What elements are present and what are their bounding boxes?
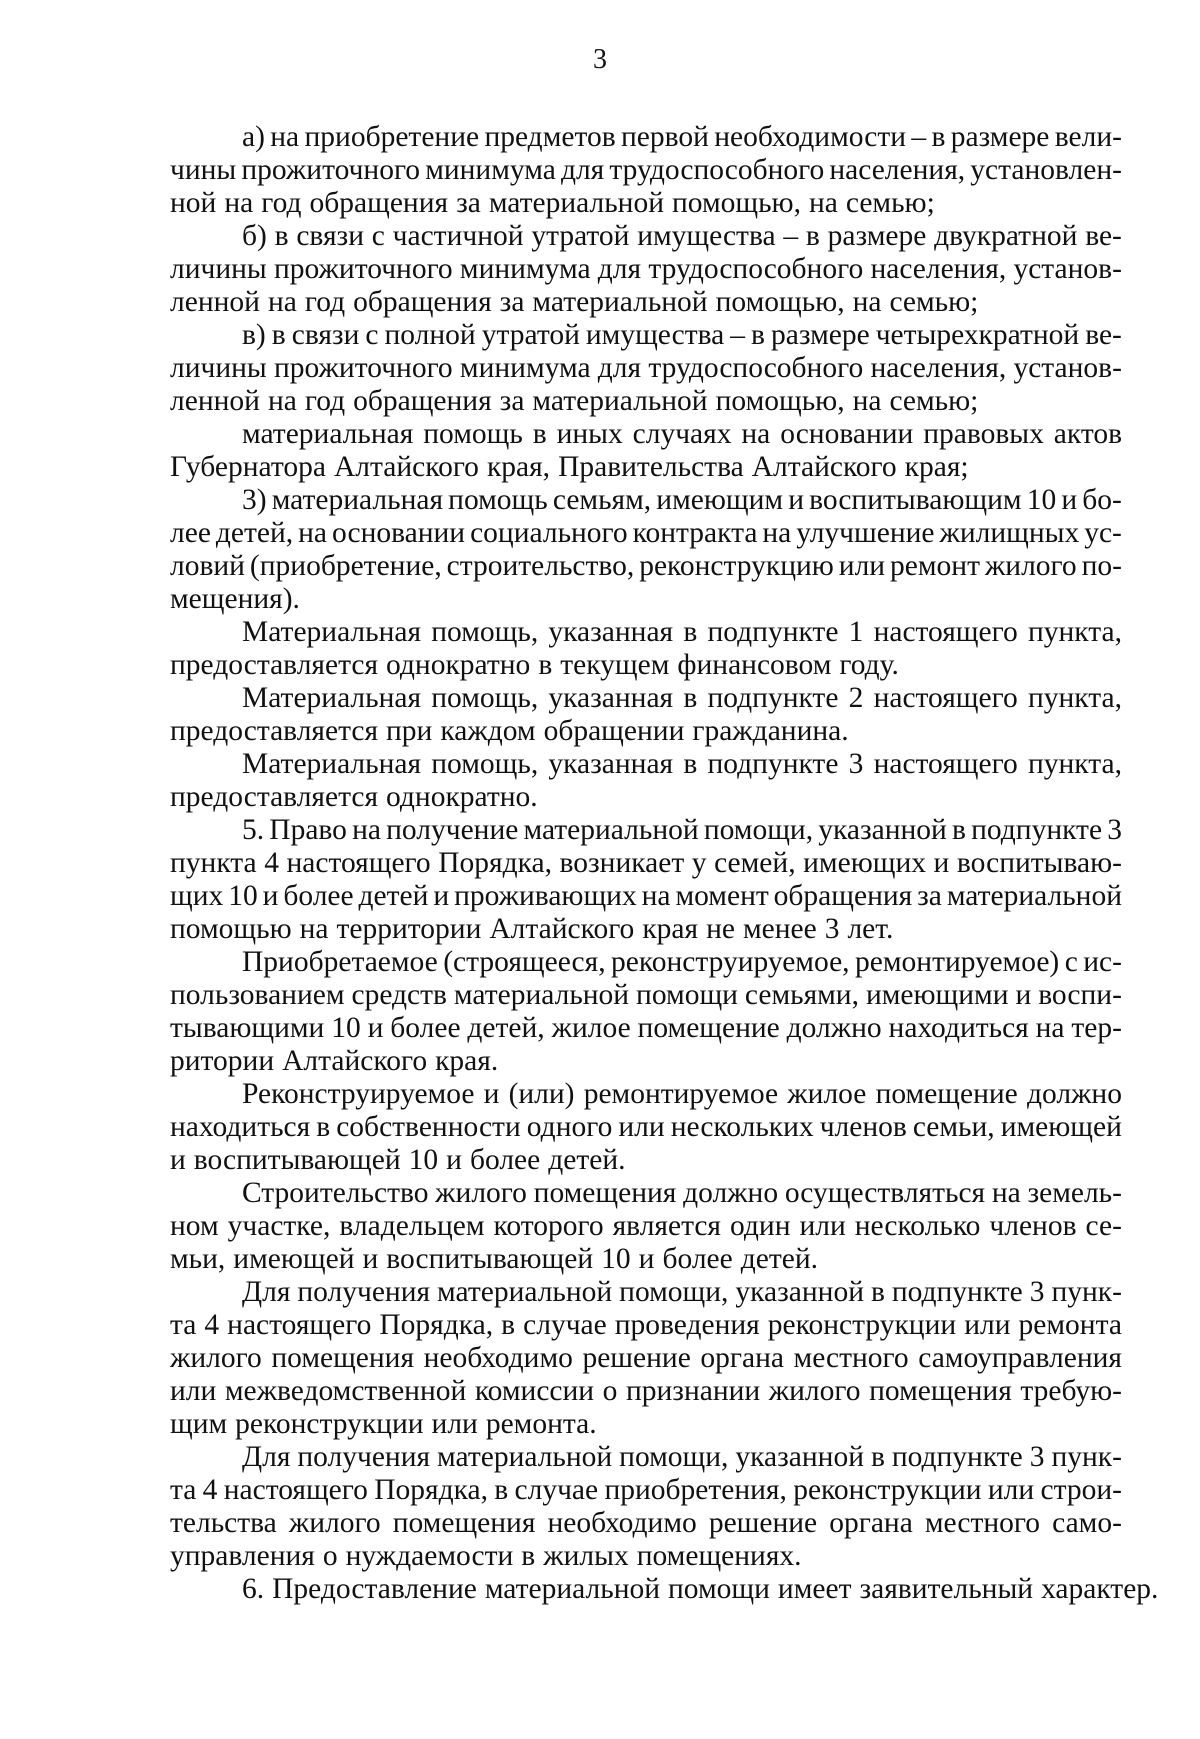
text-line: Материальная помощь, указанная в подпункте 2 настоящего пункта, xyxy=(242,682,1122,714)
paragraph xyxy=(170,121,1122,220)
text-line: б) в связи с частичной утратой имущества – в размере двукратной ве- xyxy=(242,220,1122,252)
text-line: тельства жилого помещения необходимо решение органа местного само- xyxy=(170,1507,1122,1539)
text-line: щим реконструкции или ремонта. xyxy=(170,1408,597,1440)
text-line: Материальная помощь, указанная в подпункте 1 настоящего пункта, xyxy=(242,616,1122,648)
text-line: Реконструируемое и (или) ремонтируемое жилое помещение должно xyxy=(242,1078,1122,1110)
text-line: ном участке, владельцем которого является один или несколько членов се- xyxy=(170,1210,1122,1242)
paragraph xyxy=(170,1573,1159,1606)
text-line: Строительство жилого помещения должно осуществляться на земель- xyxy=(242,1177,1122,1209)
text-line: находиться в собственности одного или нескольких членов семьи, имеющей xyxy=(170,1111,1122,1143)
text-line: мещения). xyxy=(170,583,300,615)
text-line: личины прожиточного минимума для трудоспособного населения, установ- xyxy=(170,352,1122,384)
text-line: пункта 4 настоящего Порядка, возникает у семей, имеющих и воспитываю- xyxy=(170,847,1122,879)
text-line: ной на год обращения за материальной помощью, на семью; xyxy=(170,187,935,219)
text-line: Губернатора Алтайского края, Правительства Алтайского края; xyxy=(170,451,969,483)
text-line: 5. Право на получение материальной помощи, указанной в подпункте 3 xyxy=(242,814,1122,846)
paragraph xyxy=(170,946,1122,1078)
paragraph xyxy=(170,319,1122,418)
text-line: ловий (приобретение, строительство, реконструкцию или ремонт жилого по- xyxy=(170,550,1122,582)
paragraph xyxy=(170,814,1122,946)
text-line: ленной на год обращения за материальной помощью, на семью; xyxy=(170,385,979,417)
text-line: тывающими 10 и более детей, жилое помещение должно находиться на тер- xyxy=(170,1012,1122,1044)
paragraph xyxy=(170,484,1122,616)
paragraph xyxy=(170,1276,1122,1441)
text-line: Для получения материальной помощи, указанной в подпункте 3 пунк- xyxy=(242,1441,1122,1473)
paragraph xyxy=(170,1078,1122,1177)
text-line: лее детей, на основании социального контракта на улучшение жилищных ус- xyxy=(170,517,1122,549)
paragraph xyxy=(170,682,1122,748)
paragraph xyxy=(170,220,1122,319)
text-line: предоставляется однократно. xyxy=(170,781,538,813)
text-line: или межведомственной комиссии о признании жилого помещения требую- xyxy=(170,1375,1122,1407)
text-line: предоставляется однократно в текущем финансовом году. xyxy=(170,649,899,681)
text-line: ритории Алтайского края. xyxy=(170,1045,499,1077)
text-line: помощью на территории Алтайского края не менее 3 лет. xyxy=(170,913,894,945)
text-line: та 4 настоящего Порядка, в случае приобретения, реконструкции или строи- xyxy=(170,1474,1122,1506)
text-line: личины прожиточного минимума для трудоспособного населения, установ- xyxy=(170,253,1122,285)
text-line: Материальная помощь, указанная в подпункте 3 настоящего пункта, xyxy=(242,748,1122,780)
text-line: а) на приобретение предметов первой необходимости – в размере вели- xyxy=(242,121,1122,153)
paragraph xyxy=(170,418,1122,484)
text-line: 6. Предоставление материальной помощи имеет заявительный характер. xyxy=(242,1573,1159,1605)
paragraph xyxy=(170,616,1122,682)
text-line: Приобретаемое (строящееся, реконструируемое, ремонтируемое) с ис- xyxy=(242,946,1122,978)
text-line: та 4 настоящего Порядка, в случае проведения реконструкции или ремонта xyxy=(170,1309,1122,1341)
text-line: чины прожиточного минимума для трудоспособного населения, установлен- xyxy=(170,154,1122,186)
paragraph xyxy=(170,1177,1122,1276)
paragraph xyxy=(170,1441,1122,1573)
paragraph xyxy=(170,748,1122,814)
text-line: 3) материальная помощь семьям, имеющим и воспитывающим 10 и бо- xyxy=(242,484,1122,516)
text-line: пользованием средств материальной помощи семьями, имеющими и воспи- xyxy=(170,979,1122,1011)
text-line: Для получения материальной помощи, указанной в подпункте 3 пунк- xyxy=(242,1276,1122,1308)
text-line: материальная помощь в иных случаях на основании правовых актов xyxy=(242,418,1122,450)
text-line: в) в связи с полной утратой имущества – в размере четырехкратной ве- xyxy=(242,319,1122,351)
text-line: щих 10 и более детей и проживающих на момент обращения за материальной xyxy=(170,880,1122,912)
page-number: 3 xyxy=(593,44,607,75)
text-line: ленной на год обращения за материальной помощью, на семью; xyxy=(170,286,979,318)
text-line: предоставляется при каждом обращении гражданина. xyxy=(170,715,849,747)
text-line: управления о нуждаемости в жилых помещениях. xyxy=(170,1540,802,1572)
text-line: и воспитывающей 10 и более детей. xyxy=(170,1144,626,1176)
document-body xyxy=(170,121,1159,1606)
text-line: жилого помещения необходимо решение органа местного самоуправления xyxy=(170,1342,1122,1374)
text-line: мьи, имеющей и воспитывающей 10 и более детей. xyxy=(170,1243,818,1275)
